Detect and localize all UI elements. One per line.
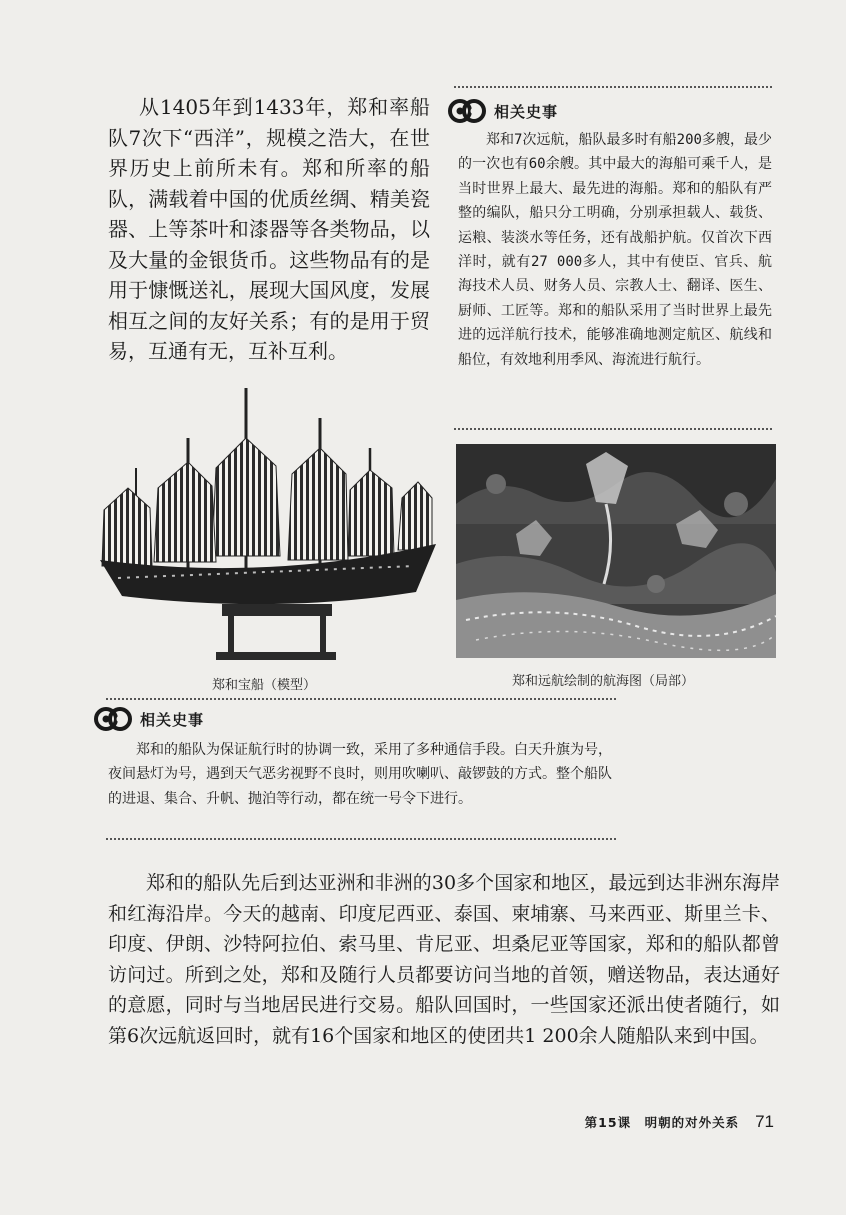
sidebar-right-text: 郑和7次远航，船队最多时有船200多艘，最少的一次也有60余艘。其中最大的海船可乘千人，是当时世界上最大、最先进的海船。郑和的船队有严整的编队，船只分工明确，分别承担载人、载货、运粮、装淡水等任务，还有战船护航。仅首次下西洋时，就有27 000多人，其中有使臣、官兵、航海技术人员、财务人员、宗教人士、翻译、医生、厨师、工匠等。郑和的船队采用了当时世界上最先进的远洋航行技术，能够准确地测定航区、航线和船位，有效地利用季风、海流进行航行。 bbox=[458, 132, 772, 368]
sidebar-right-header bbox=[448, 96, 558, 126]
sidebar-right-top-rule bbox=[454, 86, 772, 88]
page-footer bbox=[585, 1112, 774, 1132]
navigation-chart-caption: 郑和远航绘制的航海图（局部） bbox=[512, 674, 695, 689]
ship-model-image bbox=[96, 378, 442, 664]
sidebar-left-title: 相关史事 bbox=[140, 710, 205, 729]
swirl-logo-icon bbox=[448, 96, 488, 126]
sidebar-left-top-rule bbox=[106, 698, 616, 700]
main-text-top: 从1405年到1433年，郑和率船队7次下“西洋”，规模之浩大，在世界历史上前所未有。郑和所率的船队，满载着中国的优质丝绸、精美瓷器、上等茶叶和漆器等各类物品，以及大量的金银货币。这些物品有的是用于慷慨送礼，展现大国风度，发展相互之间的友好关系；有的是用于贸易，互通有无，互补互利。 bbox=[108, 95, 430, 363]
page-number: 71 bbox=[755, 1112, 774, 1131]
footer-lesson-title: 第15课 明朝的对外关系 bbox=[584, 1115, 740, 1130]
navigation-chart-image bbox=[456, 444, 776, 658]
sidebar-right-title: 相关史事 bbox=[494, 102, 559, 121]
ship-model-caption: 郑和宝船（模型） bbox=[212, 678, 317, 693]
swirl-logo-icon bbox=[94, 704, 134, 734]
sidebar-left-bottom-rule bbox=[106, 838, 616, 840]
sidebar-left-text: 郑和的船队为保证航行时的协调一致，采用了多种通信手段。白天升旗为号，夜间悬灯为号，遇到天气恶劣视野不良时，则用吹喇叭、敲锣鼓的方式。整个船队的进退、集合、升帆、抛泊等行动，都在统一号令下进行。 bbox=[108, 742, 612, 807]
sidebar-right-bottom-rule bbox=[454, 428, 772, 430]
main-text-bottom: 郑和的船队先后到达亚洲和非洲的30多个国家和地区，最远到达非洲东海岸和红海沿岸。今天的越南、印度尼西亚、泰国、柬埔寨、马来西亚、斯里兰卡、印度、伊朗、沙特阿拉伯、索马里、肯尼亚、坦桑尼亚等国家，郑和的船队都曾访问过。所到之处，郑和及随行人员都要访问当地的首领，赠送物品，表达通好的意愿，同时与当地居民进行交易。船队回国时，一些国家还派出使者随行，如第6次远航返回时，就有16个国家和地区的使团共1 200余人随船队来到中国。 bbox=[108, 872, 780, 1047]
sidebar-left-header bbox=[94, 704, 204, 734]
